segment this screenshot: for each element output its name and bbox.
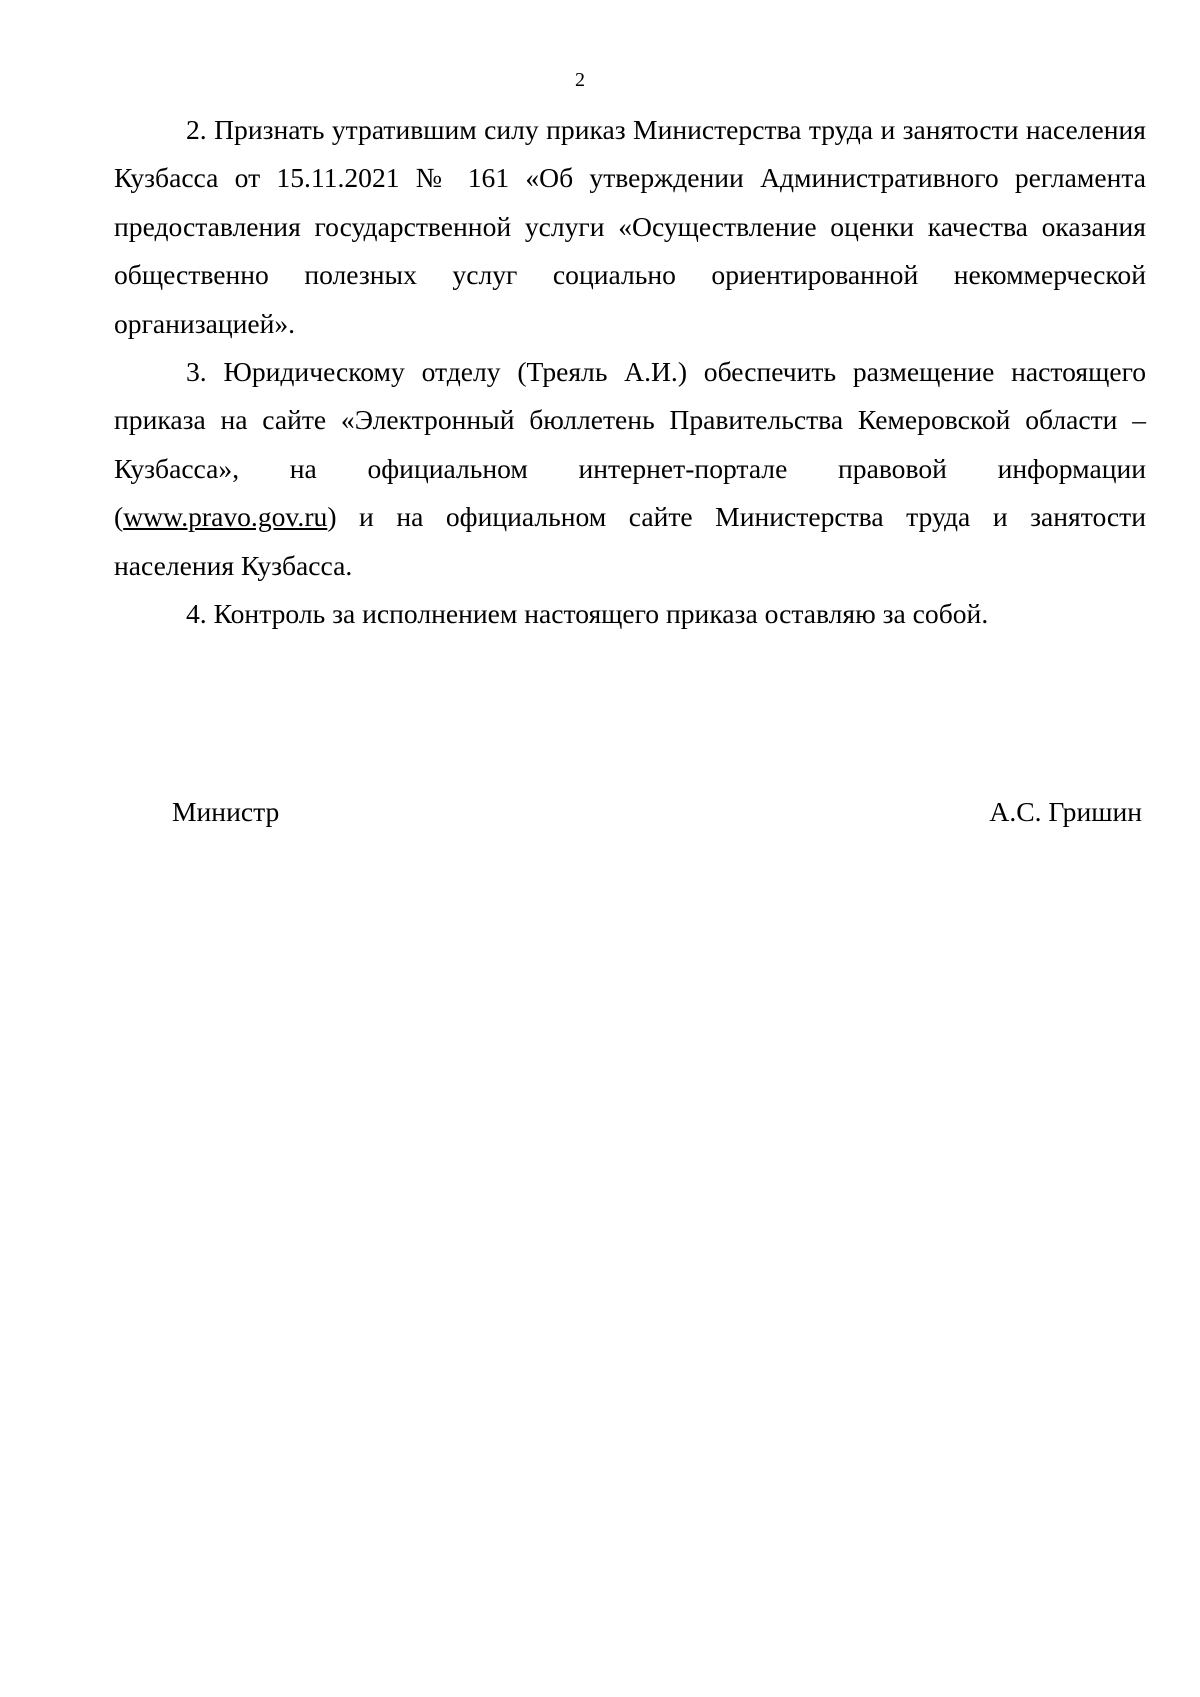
paragraph-3-text-start: 3. Юридическому отделу (Треяль А.И.) обеспечить размещение настоящего приказа на сайте «Электронный бюллетень Правительства Кемеровской области – Кузбасса», на официальном интернет-портале правовой информации (	[114, 356, 1146, 533]
page-number: 2	[575, 69, 585, 91]
pravo-gov-link[interactable]: www.pravo.gov.ru	[123, 501, 328, 533]
paragraph-4: 4. Контроль за исполнением настоящего приказа оставляю за собой.	[186, 598, 989, 630]
document-body	[114, 106, 1146, 638]
paragraph-3	[114, 348, 1146, 590]
paragraph-2: 2. Признать утратившим силу приказ Министерства труда и занятости населения Кузбасса от 15.11.2021 № 161 «Об утверждении Административного регламента предоставления государственной услуги «Осуществление оценки качества оказания общественно полезных услуг социально ориентированной некоммерческой организацией».	[114, 114, 1146, 339]
signatory-title: Министр	[172, 796, 280, 827]
signatory-name: А.С. Гришин	[989, 796, 1142, 827]
paragraph-3-text-end: ) и на официальном сайте Министерства труда и занятости населения Кузбасса.	[114, 501, 1146, 581]
